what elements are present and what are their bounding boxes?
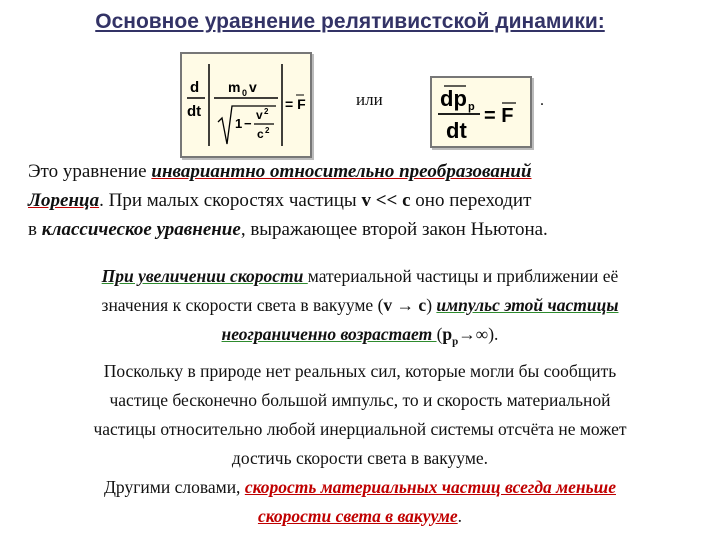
trailing-dot: . [540, 92, 544, 109]
lorentz-term: Лоренца [28, 190, 100, 211]
formula-dt-2: dt [446, 118, 467, 143]
formula-v: v [249, 79, 257, 95]
paragraph-invariance: Это уравнение инвариантно относительно преобразований Лоренца. При малых скоростях частицы v << c оно переходит в классическое уравнение, выражающее второй закон Ньютона. [28, 161, 548, 240]
formula-one: 1 [235, 116, 243, 131]
formula-dt: dt [187, 103, 202, 120]
momentum-equation-formula [430, 76, 532, 148]
unbounded-growth-phrase: неограниченно возрастает [221, 324, 437, 344]
svg-text:2: 2 [265, 126, 270, 135]
paragraph-momentum: При увеличении скорости материальной частицы и приближении её значения к скорости света в вакууме (v → c) импульс этой частицы неограниченно возрастает $(p_p\to\infty)$. Поскольку в природе нет реальных сил, которые могли бы сообщить частице бесконечно большой импульс, то и скорость материальной частицы относительно любой инерциальной системы отсчёта не может достичь скорости света в вакууме. Другими словами, скорость материальных частиц всегда меньше скорости света в вакууме. [93, 266, 627, 526]
formula-rhs-2: = F [484, 105, 514, 127]
formula-sub-0: 0 [242, 88, 248, 98]
momentum-phrase: импульс этой частицы [436, 295, 619, 315]
speed-increase-phrase: При увеличении скорости [101, 266, 308, 286]
relativistic-equation-formula [180, 52, 312, 158]
invariance-phrase: инвариантно относительно преобразований [151, 161, 532, 182]
conclusion-phrase-end: скорости света в вакууме [257, 505, 458, 526]
svg-text:2: 2 [264, 107, 269, 116]
formula-d: d [190, 79, 200, 96]
formula-m: m [228, 79, 241, 95]
formula-c2: c [257, 127, 264, 141]
formula-sub-p: p [468, 101, 475, 113]
formula-rhs: = F [285, 96, 306, 112]
formula-v2: v [256, 108, 263, 122]
formula-minus: − [244, 116, 252, 131]
formula-dp: dp [440, 86, 467, 111]
or-label: или [356, 90, 383, 109]
conclusion-phrase: скорость материальных частиц всегда меньше [244, 476, 616, 497]
classical-equation-term: классическое уравнение [41, 219, 241, 240]
low-speed-condition: v << c [361, 190, 411, 211]
slide-title: Основное уравнение релятивистской динамики: [95, 10, 605, 33]
